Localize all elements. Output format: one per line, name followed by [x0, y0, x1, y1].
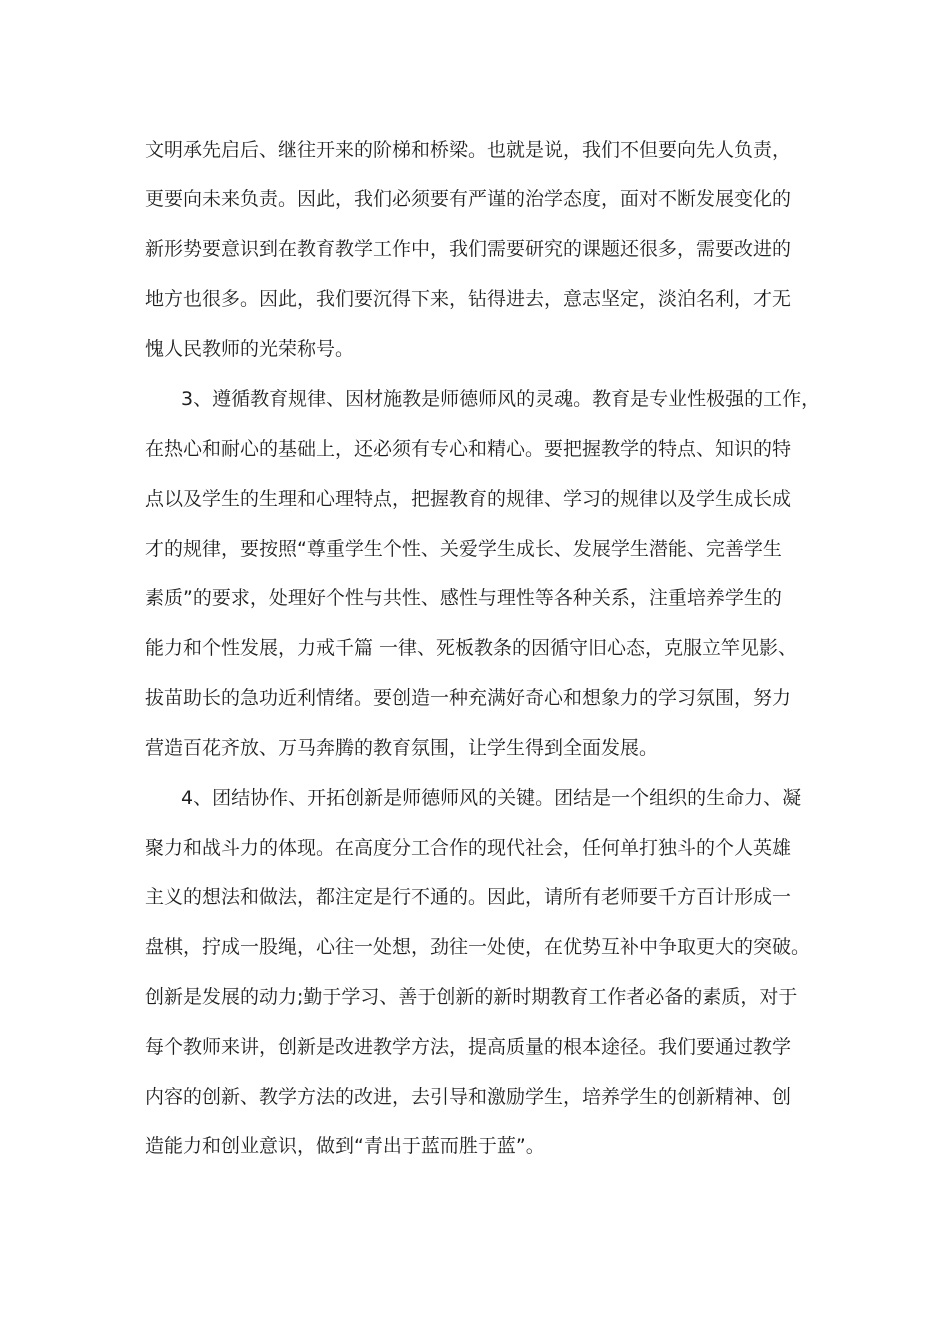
text-line: 盘棋，拧成一股绳，心往一处想，劲往一处使，在优势互补中争取更大的突破。: [145, 936, 811, 958]
text-line: 营造百花齐放、万马奔腾的教育氛围，让学生得到全面发展。: [145, 737, 659, 759]
text-line: 地方也很多。因此，我们要沉得下来，钻得进去，意志坚定，淡泊名利，才无: [145, 288, 792, 310]
text-line: 素质”的要求，处理好个性与共性、感性与理性等各种关系，注重培养学生的: [145, 587, 782, 609]
text-line: 点以及学生的生理和心理特点，把握教育的规律、学习的规律以及学生成长成: [145, 488, 792, 510]
paragraph-3-start: 3、遵循教育规律、因材施教是师德师风的灵魂。教育是专业性极强的工作，: [181, 388, 821, 410]
text-line: 聚力和战斗力的体现。在高度分工合作的现代社会，任何单打独斗的个人英雄: [145, 837, 792, 859]
text-line: 创新是发展的动力;勤于学习、善于创新的新时期教育工作者必备的素质，对于: [145, 986, 798, 1008]
text-line: 每个教师来讲，创新是改进教学方法，提高质量的根本途径。我们要通过教学: [145, 1036, 792, 1058]
text-line: 能力和个性发展，力戒千篇 一律、死板教条的因循守旧心态，克服立竿见影、: [145, 637, 798, 659]
text-line: 主义的想法和做法，都注定是行不通的。因此，请所有老师要千方百计形成一: [145, 886, 792, 908]
text-line: 文明承先启后、继往开来的阶梯和桥梁。也就是说，我们不但要向先人负责，: [145, 139, 792, 161]
text-line: 更要向未来负责。因此，我们必须要有严谨的治学态度，面对不断发展变化的: [145, 188, 792, 210]
paragraph-4-start: 4、团结协作、开拓创新是师德师风的关键。团结是一个组织的生命力、凝: [181, 787, 802, 809]
text-line: 才的规律，要按照“尊重学生个性、关爱学生成长、发展学生潜能、完善学生: [145, 538, 782, 560]
text-line: 内容的创新、教学方法的改进，去引导和激励学生，培养学生的创新精神、创: [145, 1086, 792, 1108]
text-line: 愧人民教师的光荣称号。: [145, 338, 355, 360]
text-line: 造能力和创业意识，做到“青出于蓝而胜于蓝”。: [145, 1135, 545, 1157]
text-line: 在热心和耐心的基础上，还必须有专心和精心。要把握教学的特点、知识的特: [145, 438, 792, 460]
text-line: 新形势要意识到在教育教学工作中，我们需要研究的课题还很多，需要改进的: [145, 238, 792, 260]
text-line: 拔苗助长的急功近利情绪。要创造一种充满好奇心和想象力的学习氛围，努力: [145, 687, 792, 709]
